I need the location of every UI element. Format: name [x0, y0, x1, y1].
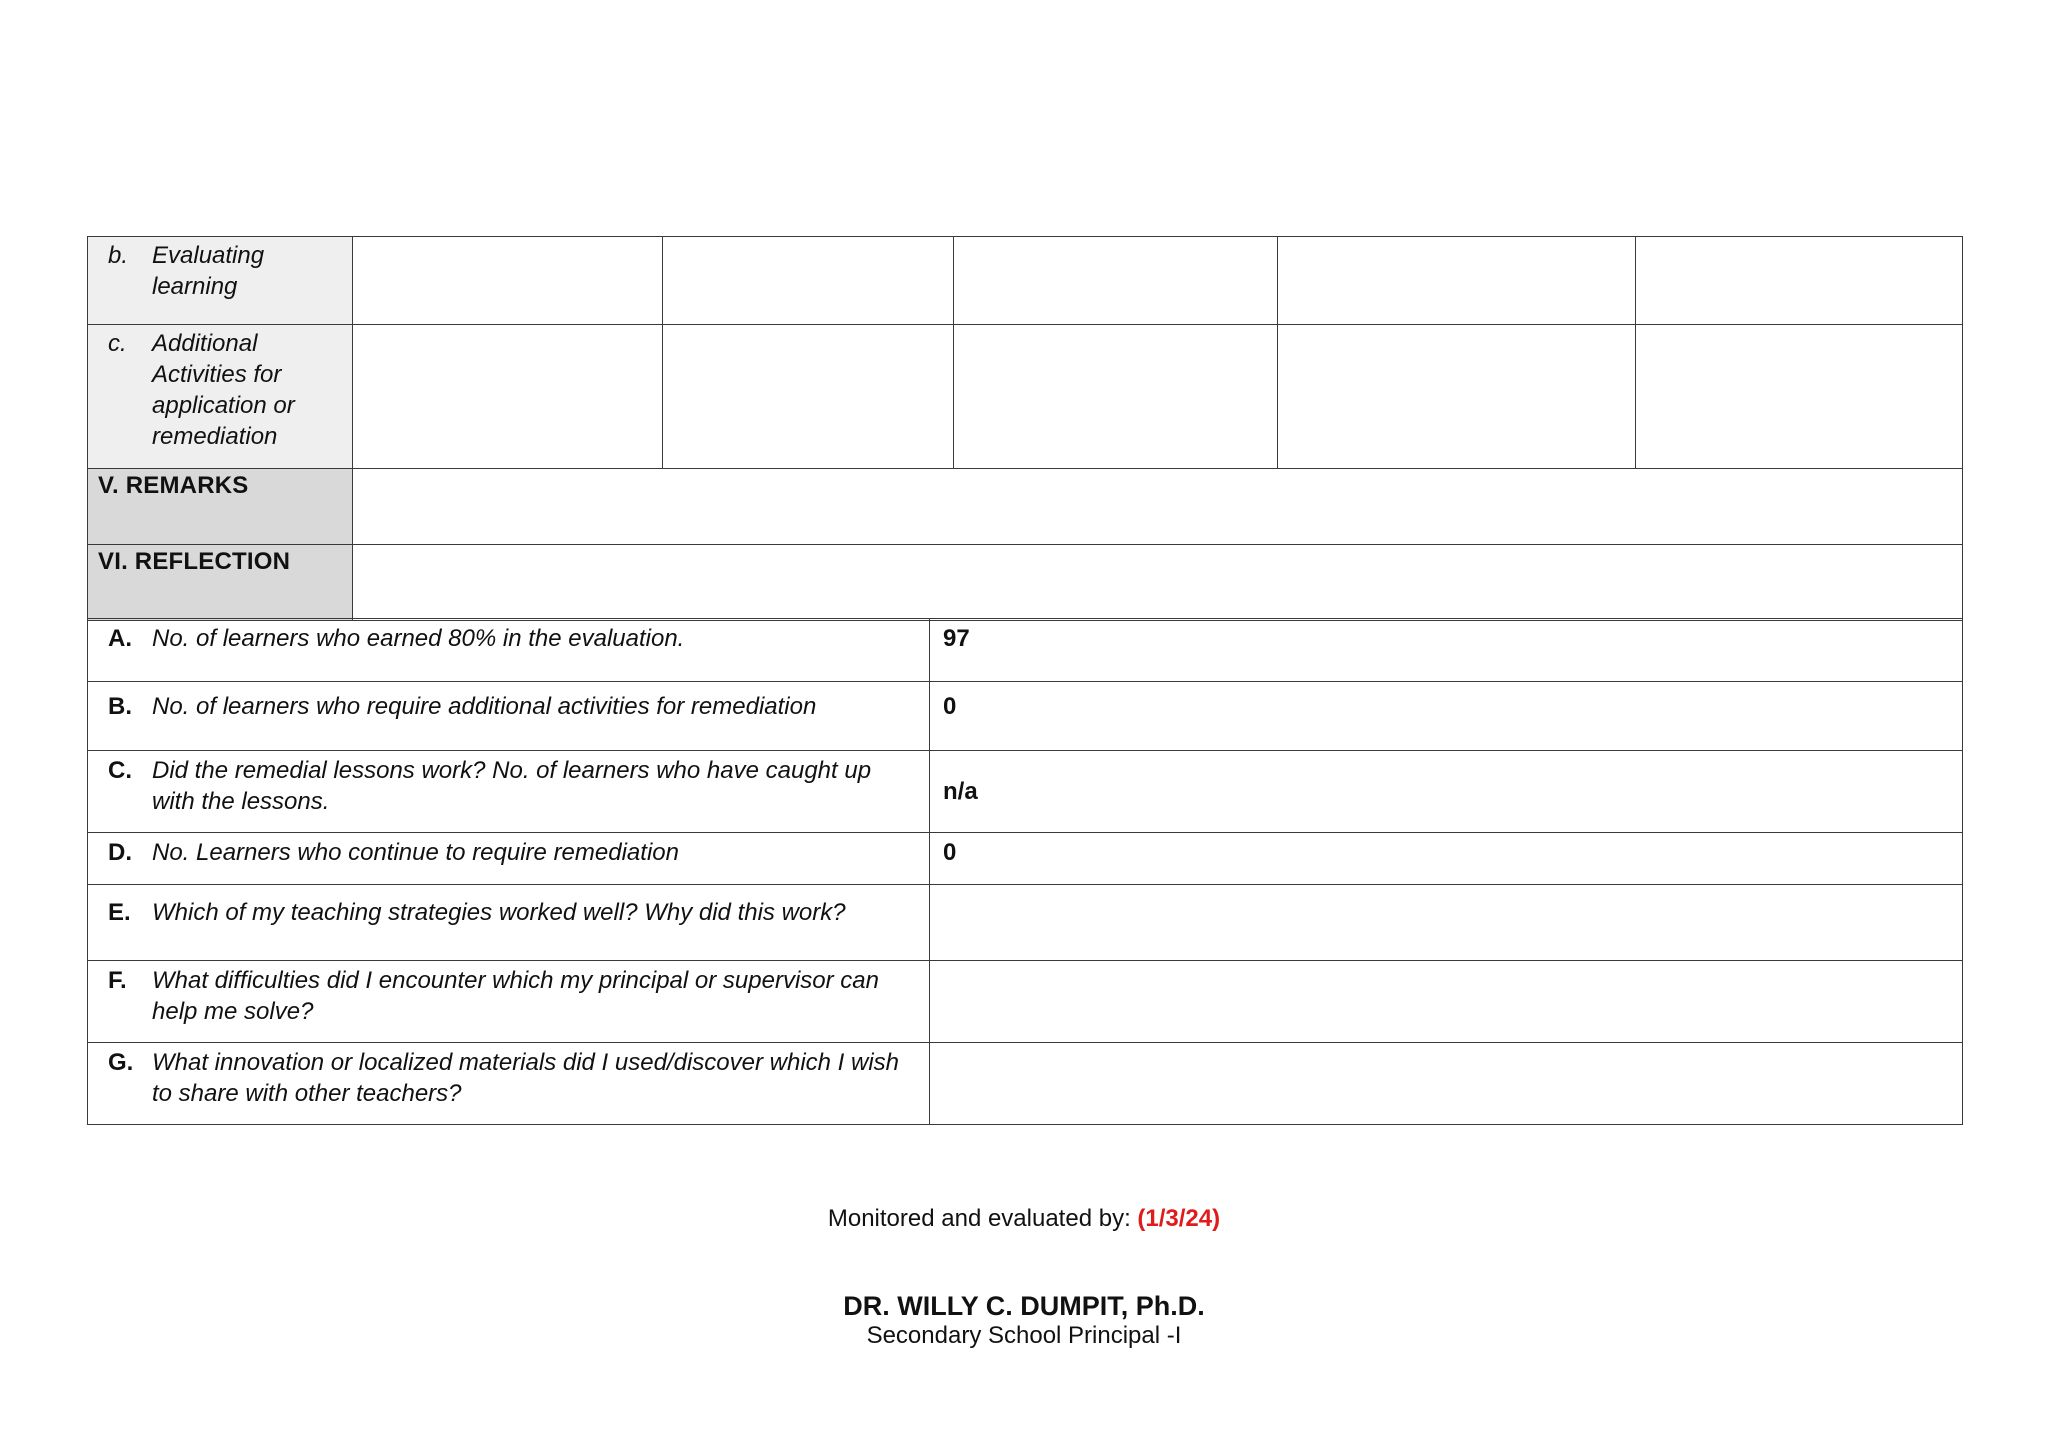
empty-cell [1636, 237, 1963, 325]
reflection-row-g [88, 1043, 1963, 1125]
question-text: No. of learners who earned 80% in the evaluation. [152, 625, 685, 652]
empty-cell [663, 325, 954, 469]
question-letter: A. [108, 625, 132, 652]
table-row-additional-activities [88, 325, 1963, 469]
question-cell [88, 885, 930, 961]
monitored-date: (1/3/24) [1137, 1205, 1221, 1232]
question-text: What innovation or localized materials did I used/discover which I wish to share with other teachers? [152, 1049, 900, 1107]
question-cell [88, 1043, 930, 1125]
reflection-row-e [88, 885, 1963, 961]
table-row-evaluating-learning [88, 237, 1963, 325]
question-letter: G. [108, 1049, 134, 1076]
item-text: Evaluating learning [152, 242, 265, 300]
empty-cell [1636, 325, 1963, 469]
signer-title: Secondary School Principal -I [866, 1322, 1182, 1349]
question-cell [88, 619, 930, 682]
reflection-row-a [88, 619, 1963, 682]
question-text: What difficulties did I encounter which my principal or supervisor can help me solve? [152, 967, 879, 1025]
section-heading: VI. REFLECTION [98, 548, 291, 575]
empty-cell [954, 237, 1278, 325]
row-label-cell [88, 325, 353, 469]
empty-cell [353, 237, 663, 325]
question-cell [88, 751, 930, 833]
reflection-row-b [88, 682, 1963, 751]
monitored-by-line [0, 1204, 2048, 1234]
item-text: Additional Activities for application or remediation [152, 330, 295, 450]
section-reflection-label [88, 545, 353, 621]
empty-cell [1278, 237, 1636, 325]
section-heading: V. REMARKS [98, 472, 249, 499]
reflection-row-c [88, 751, 1963, 833]
answer-cell: 0 [930, 833, 1963, 885]
answer-cell [930, 885, 1963, 961]
reflection-table [87, 618, 1963, 1125]
remarks-content-cell [353, 469, 1963, 545]
answer-cell [930, 1043, 1963, 1125]
item-letter: b. [108, 242, 129, 269]
question-text: No. of learners who require additional activities for remediation [152, 693, 817, 720]
table-row-reflection [88, 545, 1963, 621]
question-cell [88, 961, 930, 1043]
empty-cell [353, 325, 663, 469]
question-text: No. Learners who continue to require remediation [152, 839, 679, 866]
question-text: Which of my teaching strategies worked well? Why did this work? [152, 899, 846, 926]
answer-cell: 0 [930, 682, 1963, 751]
answer-cell: n/a [930, 751, 1963, 833]
empty-cell [1278, 325, 1636, 469]
question-letter: B. [108, 693, 132, 720]
question-cell [88, 833, 930, 885]
question-letter: D. [108, 839, 132, 866]
table-row-remarks [88, 469, 1963, 545]
reflection-row-f [88, 961, 1963, 1043]
question-letter: F. [108, 967, 127, 994]
reflection-content-cell [353, 545, 1963, 621]
item-letter: c. [108, 330, 127, 357]
question-text: Did the remedial lessons work? No. of learners who have caught up with the lessons. [152, 757, 872, 815]
reflection-row-d [88, 833, 1963, 885]
section-remarks-label [88, 469, 353, 545]
question-letter: C. [108, 757, 132, 784]
question-letter: E. [108, 899, 131, 926]
procedure-table [87, 236, 1963, 621]
answer-cell [930, 961, 1963, 1043]
row-label-cell [88, 237, 353, 325]
answer-cell: 97 [930, 619, 1963, 682]
signer-name: DR. WILLY C. DUMPIT, Ph.D. [843, 1291, 1205, 1321]
empty-cell [663, 237, 954, 325]
question-cell [88, 682, 930, 751]
empty-cell [954, 325, 1278, 469]
monitored-label: Monitored and evaluated by: [827, 1205, 1138, 1232]
